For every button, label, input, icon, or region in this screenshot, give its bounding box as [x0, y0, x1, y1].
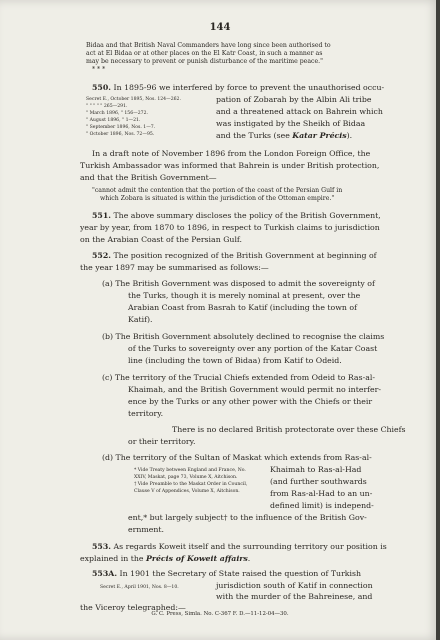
- para-550b-line: In a draft note of November 1896 from the London Foreign Office, the: [92, 149, 371, 158]
- para-553-line: explained in the Précis of Koweit affairs.: [80, 554, 251, 563]
- margin-ref: " March 1896, " 156—272.: [86, 111, 148, 116]
- para-551-lead: 551. The above summary discloses the policy of the British Government,: [92, 211, 381, 220]
- item-a-line: Arabian Coast from Basrah to Katif (including the town of: [128, 303, 358, 312]
- item-d-line: defined limit) is independ-: [270, 501, 374, 510]
- para-553a-line: jurisdiction south of Katif in connection: [216, 581, 373, 590]
- item-d-line: (and further southwards: [270, 477, 367, 486]
- para-550-line: and a threatened attack on Bahrein which: [216, 107, 383, 116]
- para-552-lead: 552. The position recognized of the British Government at beginning of: [92, 251, 377, 260]
- item-d-end: ernment.: [128, 525, 165, 534]
- intro-line: may be necessary to prevent or punish disturbance of the maritime peace.": [86, 58, 323, 65]
- footnote: XXIV, Maskat, page 73, Volume X, Aitchison.: [134, 475, 238, 480]
- item-c-line: territory.: [128, 409, 164, 418]
- footnote: † Vide Preamble to the Maskat Order in Council,: [134, 482, 248, 487]
- margin-ref: " August 1896, " 1—21.: [86, 118, 141, 123]
- item-c-line: ence by the Turks or any other power with the Chiefs or their: [128, 397, 373, 406]
- margin-ref: " " " " " 265—291.: [86, 104, 128, 109]
- para-551-line: on the Arabian Coast of the Persian Gulf.: [80, 235, 243, 244]
- item-b-line: line (including the town of Bidaa) from Katif to Odeid.: [128, 356, 342, 365]
- item-c-line: (c) The territory of the Trucial Chiefs extended from Odeid to Ras-al-: [102, 373, 375, 382]
- item-a-line: (a) The British Government was disposed to admit the sovereignty of: [102, 279, 375, 288]
- item-b-line: (b) The British Government absolutely declined to recognise the claims: [102, 332, 385, 341]
- para-553a-lead: 553A. In 1901 the Secretary of State raised the question of Turkish: [92, 569, 362, 578]
- para-550-lead: 550. In 1895-96 we interfered by force to prevent the unauthorised occu-: [92, 83, 385, 92]
- intro-line: Bidaa and that British Naval Commanders have long since been authorised to: [86, 42, 331, 49]
- item-c-line: Khaimah, and the British Government would permit no interfer-: [128, 385, 382, 394]
- quote-line: which Zobara is situated is within the jurisdiction of the Ottoman empire.": [100, 195, 335, 202]
- para-553a-line: with the murder of the Bahreinese, and: [216, 592, 373, 601]
- para-551-line: year by year, from 1870 to 1896, in respect to Turkish claims to jurisdiction: [80, 223, 380, 232]
- para-553a-line: the Viceroy telegraphed:—: [80, 603, 186, 612]
- item-d-line: from Ras-al-Had to an un-: [270, 489, 373, 498]
- para-550b-line: and that the British Government—: [80, 173, 217, 182]
- para-550b-line: Turkish Ambassador was informed that Bahrein is under British protection,: [80, 161, 380, 170]
- para-550-line: and the Turks (see Katar Précis).: [216, 131, 353, 140]
- item-a-line: Katif).: [128, 315, 153, 324]
- item-b-line: of the Turks to sovereignty over any portion of the Katar Coast: [128, 344, 378, 353]
- printer-imprint: G. C. Press, Simla. No. C-367 F. D.—11-12-04—30.: [151, 611, 289, 617]
- para-550-line: was instigated by the Sheikh of Bidaa: [216, 119, 366, 128]
- footnote: * Vide Treaty between England and France, No.: [134, 468, 246, 473]
- margin-ref: " October 1896, Nos. 72—95.: [86, 132, 155, 137]
- margin-ref: " September 1896, Nos. 1—7.: [86, 125, 156, 130]
- page-number: 144: [209, 22, 231, 33]
- para-553-lead: 553. As regards Koweit itself and the surrounding territory our position is: [92, 542, 387, 551]
- item-c-note: or their territory.: [128, 437, 196, 446]
- margin-ref: Secret E., October 1895, Nos. 124—262.: [86, 97, 181, 102]
- para-number: 550.: [92, 83, 111, 92]
- margin-ref: Secret E., April 1901, Nos. 8—10.: [100, 585, 179, 590]
- intro-line: * * *: [92, 66, 106, 73]
- quote-line: "cannot admit the contention that the portion of the coast of the Persian Gulf in: [92, 187, 343, 194]
- item-c-note: There is no declared British protectorate over these Chiefs: [172, 425, 406, 434]
- intro-line: act at El Bidaa or at other places on the El Katr Coast, in such a manner as: [86, 50, 323, 57]
- item-a-line: the Turks, though it is merely nominal at present, over the: [128, 291, 361, 300]
- page-edge: [436, 0, 440, 640]
- para-552-line: the year 1897 may be summarised as follows:—: [80, 263, 269, 272]
- item-d-end: ent,* but largely subject† to the influence of the British Gov-: [128, 513, 367, 522]
- item-d-lead: (d) The territory of the Sultan of Maskat which extends from Ras-al-: [102, 453, 372, 462]
- para-550-line: pation of Zobarah by the Albin Ali tribe: [216, 95, 372, 104]
- item-d-line: Khaimah to Ras-al-Had: [270, 465, 362, 474]
- footnote: Clause V of Appendices, Volume X, Aitchison.: [134, 489, 240, 494]
